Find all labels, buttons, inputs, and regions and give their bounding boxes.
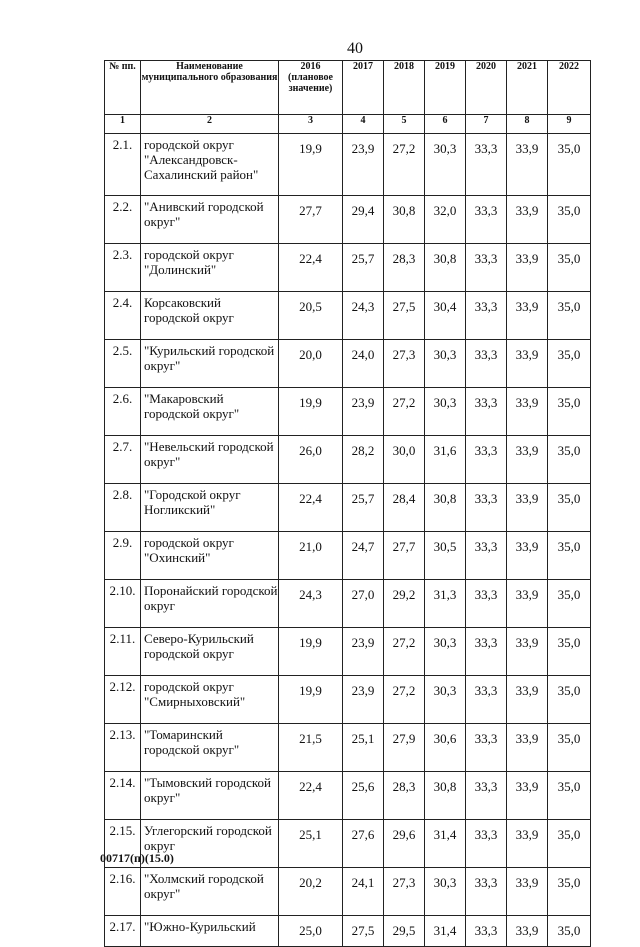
municipality-name-cell: городской округ "Охинский" [141, 532, 279, 580]
value-cell: 23,9 [343, 628, 384, 676]
value-cell: 27,3 [384, 868, 425, 916]
table-body [105, 134, 591, 947]
table-header-row [105, 61, 591, 115]
row-number-cell: 2.6. [105, 388, 141, 436]
value-cell: 25,7 [343, 244, 384, 292]
value-cell: 30,8 [425, 244, 466, 292]
header-cell-municipality: Наименование муниципального образования [141, 61, 279, 115]
municipality-name-cell: Углегорский городской округ [141, 820, 279, 868]
value-cell: 19,9 [279, 388, 343, 436]
value-cell: 24,3 [279, 580, 343, 628]
value-cell: 33,9 [507, 820, 548, 868]
value-cell: 30,8 [425, 484, 466, 532]
value-cell: 33,3 [466, 244, 507, 292]
value-cell: 27,7 [279, 196, 343, 244]
value-cell: 33,9 [507, 388, 548, 436]
value-cell: 33,3 [466, 436, 507, 484]
municipality-name-cell: "Анивский городской округ" [141, 196, 279, 244]
table-row [105, 580, 591, 628]
value-cell: 35,0 [548, 244, 591, 292]
value-cell: 33,3 [466, 196, 507, 244]
value-cell: 31,4 [425, 916, 466, 947]
column-index-cell: 2 [141, 115, 279, 134]
value-cell: 29,4 [343, 196, 384, 244]
value-cell: 27,0 [343, 580, 384, 628]
value-cell: 33,9 [507, 580, 548, 628]
row-number-cell: 2.8. [105, 484, 141, 532]
value-cell: 35,0 [548, 580, 591, 628]
row-number-cell: 2.14. [105, 772, 141, 820]
value-cell: 33,3 [466, 820, 507, 868]
municipality-name-cell: Северо-Курильский городской округ [141, 628, 279, 676]
value-cell: 30,6 [425, 724, 466, 772]
value-cell: 28,2 [343, 436, 384, 484]
column-index-cell: 6 [425, 115, 466, 134]
column-index-cell: 3 [279, 115, 343, 134]
table-row [105, 772, 591, 820]
column-index-cell: 1 [105, 115, 141, 134]
row-number-cell: 2.15. [105, 820, 141, 868]
municipality-name-cell: городской округ "Александровск-Сахалинский район" [141, 134, 279, 196]
value-cell: 33,9 [507, 772, 548, 820]
value-cell: 27,2 [384, 628, 425, 676]
header-cell-2022: 2022 [548, 61, 591, 115]
table-row [105, 868, 591, 916]
value-cell: 33,9 [507, 676, 548, 724]
value-cell: 30,8 [425, 772, 466, 820]
indicator-table [104, 60, 591, 947]
value-cell: 29,2 [384, 580, 425, 628]
value-cell: 33,3 [466, 388, 507, 436]
value-cell: 19,9 [279, 628, 343, 676]
value-cell: 24,7 [343, 532, 384, 580]
column-index-cell: 8 [507, 115, 548, 134]
column-index-cell: 7 [466, 115, 507, 134]
municipality-name-cell: "Городской округ Ногликский" [141, 484, 279, 532]
table-row [105, 724, 591, 772]
value-cell: 35,0 [548, 724, 591, 772]
value-cell: 23,9 [343, 676, 384, 724]
row-number-cell: 2.12. [105, 676, 141, 724]
value-cell: 23,9 [343, 134, 384, 196]
municipality-name-cell: "Южно-Курильский [141, 916, 279, 947]
value-cell: 33,9 [507, 292, 548, 340]
value-cell: 22,4 [279, 244, 343, 292]
value-cell: 19,9 [279, 676, 343, 724]
header-cell-2020: 2020 [466, 61, 507, 115]
row-number-cell: 2.1. [105, 134, 141, 196]
value-cell: 24,0 [343, 340, 384, 388]
value-cell: 33,9 [507, 484, 548, 532]
value-cell: 31,4 [425, 820, 466, 868]
row-number-cell: 2.13. [105, 724, 141, 772]
municipality-name-cell: городской округ "Долинский" [141, 244, 279, 292]
value-cell: 25,1 [343, 724, 384, 772]
value-cell: 27,5 [384, 292, 425, 340]
value-cell: 33,3 [466, 484, 507, 532]
value-cell: 35,0 [548, 868, 591, 916]
value-cell: 30,3 [425, 134, 466, 196]
value-cell: 33,3 [466, 868, 507, 916]
row-number-cell: 2.4. [105, 292, 141, 340]
municipality-name-cell: Корсаковский городской округ [141, 292, 279, 340]
value-cell: 22,4 [279, 772, 343, 820]
value-cell: 25,0 [279, 916, 343, 947]
header-cell-2019: 2019 [425, 61, 466, 115]
row-number-cell: 2.7. [105, 436, 141, 484]
value-cell: 29,5 [384, 916, 425, 947]
table-row [105, 436, 591, 484]
value-cell: 35,0 [548, 772, 591, 820]
indicator-table-container [104, 60, 591, 947]
value-cell: 35,0 [548, 292, 591, 340]
value-cell: 27,7 [384, 532, 425, 580]
value-cell: 30,5 [425, 532, 466, 580]
value-cell: 31,3 [425, 580, 466, 628]
value-cell: 29,6 [384, 820, 425, 868]
value-cell: 35,0 [548, 388, 591, 436]
value-cell: 23,9 [343, 388, 384, 436]
value-cell: 33,3 [466, 340, 507, 388]
value-cell: 33,9 [507, 724, 548, 772]
value-cell: 33,3 [466, 676, 507, 724]
document-code: 00717(п)(15.0) [100, 851, 174, 865]
value-cell: 24,3 [343, 292, 384, 340]
value-cell: 33,9 [507, 196, 548, 244]
table-row [105, 820, 591, 868]
value-cell: 27,5 [343, 916, 384, 947]
header-cell-2018: 2018 [384, 61, 425, 115]
value-cell: 27,3 [384, 340, 425, 388]
column-index-cell: 5 [384, 115, 425, 134]
municipality-name-cell: "Тымовский городской округ" [141, 772, 279, 820]
value-cell: 27,2 [384, 676, 425, 724]
value-cell: 31,6 [425, 436, 466, 484]
table-row [105, 484, 591, 532]
table-row [105, 244, 591, 292]
value-cell: 30,8 [384, 196, 425, 244]
table-row [105, 196, 591, 244]
value-cell: 20,2 [279, 868, 343, 916]
municipality-name-cell: городской округ "Смирныховский" [141, 676, 279, 724]
header-cell-2016: 2016 (плановое значение) [279, 61, 343, 115]
value-cell: 33,3 [466, 134, 507, 196]
header-cell-2017: 2017 [343, 61, 384, 115]
value-cell: 35,0 [548, 340, 591, 388]
value-cell: 35,0 [548, 532, 591, 580]
value-cell: 33,3 [466, 724, 507, 772]
value-cell: 33,9 [507, 134, 548, 196]
value-cell: 33,9 [507, 916, 548, 947]
table-row [105, 916, 591, 947]
row-number-cell: 2.17. [105, 916, 141, 947]
municipality-name-cell: "Невельский городской округ" [141, 436, 279, 484]
municipality-name-cell: "Курильский городской округ" [141, 340, 279, 388]
value-cell: 28,3 [384, 244, 425, 292]
row-number-cell: 2.5. [105, 340, 141, 388]
value-cell: 33,3 [466, 292, 507, 340]
value-cell: 28,3 [384, 772, 425, 820]
value-cell: 33,9 [507, 868, 548, 916]
value-cell: 30,3 [425, 340, 466, 388]
value-cell: 30,3 [425, 676, 466, 724]
value-cell: 35,0 [548, 196, 591, 244]
value-cell: 35,0 [548, 134, 591, 196]
value-cell: 20,0 [279, 340, 343, 388]
table-row [105, 292, 591, 340]
value-cell: 33,9 [507, 436, 548, 484]
value-cell: 27,9 [384, 724, 425, 772]
value-cell: 24,1 [343, 868, 384, 916]
value-cell: 30,0 [384, 436, 425, 484]
value-cell: 30,4 [425, 292, 466, 340]
row-number-cell: 2.10. [105, 580, 141, 628]
municipality-name-cell: "Томаринский городской округ" [141, 724, 279, 772]
value-cell: 28,4 [384, 484, 425, 532]
row-number-cell: 2.2. [105, 196, 141, 244]
value-cell: 33,9 [507, 532, 548, 580]
value-cell: 26,0 [279, 436, 343, 484]
value-cell: 30,3 [425, 628, 466, 676]
value-cell: 33,3 [466, 580, 507, 628]
table-row [105, 532, 591, 580]
value-cell: 30,3 [425, 868, 466, 916]
column-index-row [105, 115, 591, 134]
value-cell: 35,0 [548, 916, 591, 947]
value-cell: 35,0 [548, 676, 591, 724]
row-number-cell: 2.11. [105, 628, 141, 676]
value-cell: 33,3 [466, 772, 507, 820]
municipality-name-cell: "Холмский городской округ" [141, 868, 279, 916]
value-cell: 20,5 [279, 292, 343, 340]
value-cell: 27,6 [343, 820, 384, 868]
value-cell: 33,9 [507, 244, 548, 292]
value-cell: 25,1 [279, 820, 343, 868]
value-cell: 22,4 [279, 484, 343, 532]
value-cell: 25,6 [343, 772, 384, 820]
municipality-name-cell: Поронайский городской округ [141, 580, 279, 628]
value-cell: 33,9 [507, 340, 548, 388]
value-cell: 32,0 [425, 196, 466, 244]
value-cell: 25,7 [343, 484, 384, 532]
header-cell-2021: 2021 [507, 61, 548, 115]
value-cell: 33,3 [466, 532, 507, 580]
table-row [105, 340, 591, 388]
value-cell: 35,0 [548, 820, 591, 868]
value-cell: 19,9 [279, 134, 343, 196]
value-cell: 35,0 [548, 628, 591, 676]
row-number-cell: 2.16. [105, 868, 141, 916]
table-row [105, 628, 591, 676]
value-cell: 33,9 [507, 628, 548, 676]
value-cell: 33,3 [466, 916, 507, 947]
table-row [105, 676, 591, 724]
value-cell: 21,5 [279, 724, 343, 772]
column-index-cell: 4 [343, 115, 384, 134]
value-cell: 30,3 [425, 388, 466, 436]
value-cell: 35,0 [548, 436, 591, 484]
value-cell: 35,0 [548, 484, 591, 532]
municipality-name-cell: "Макаровский городской округ" [141, 388, 279, 436]
value-cell: 27,2 [384, 134, 425, 196]
value-cell: 33,3 [466, 628, 507, 676]
row-number-cell: 2.3. [105, 244, 141, 292]
value-cell: 27,2 [384, 388, 425, 436]
page-number: 40 [347, 40, 363, 57]
column-index-cell: 9 [548, 115, 591, 134]
table-row [105, 134, 591, 196]
table-row [105, 388, 591, 436]
header-cell-number: № пп. [105, 61, 141, 115]
value-cell: 21,0 [279, 532, 343, 580]
row-number-cell: 2.9. [105, 532, 141, 580]
